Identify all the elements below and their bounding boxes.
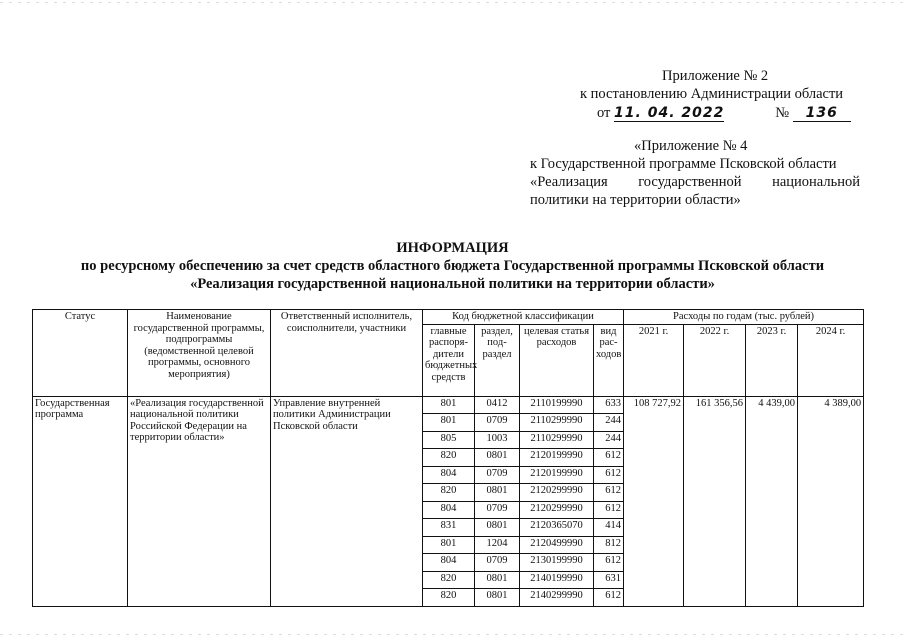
- cell-target: 2120299990: [520, 484, 594, 502]
- cell-section: 1003: [475, 431, 520, 449]
- cell-grbs: 820: [423, 484, 475, 502]
- expense-2024: 4 389,00: [798, 396, 864, 606]
- cell-target: 2110199990: [520, 396, 594, 414]
- cell-target: 2120199990: [520, 449, 594, 467]
- header-grbs: главные распоря-дители бюджетных средств: [423, 324, 475, 396]
- cell-target: 2140299990: [520, 589, 594, 607]
- header-executor: Ответственный исполнитель, соисполнители, участники: [271, 310, 423, 397]
- cell-section: 0801: [475, 589, 520, 607]
- resource-table: [32, 309, 864, 607]
- expense-2021: 108 727,92: [624, 396, 684, 606]
- cell-type: 244: [594, 414, 624, 432]
- cell-grbs: 801: [423, 536, 475, 554]
- cell-target: 2120299990: [520, 501, 594, 519]
- appendix4-line3: политики на территории области»: [530, 192, 741, 208]
- program-status: Государственная программа: [33, 396, 128, 606]
- appendix-to: к постановлению Администрации области: [580, 86, 844, 102]
- cell-section: 0801: [475, 571, 520, 589]
- cell-grbs: 820: [423, 589, 475, 607]
- scan-artifact-bottom: [0, 634, 905, 635]
- document-subheading-1: по ресурсному обеспечению за счет средств областного бюджета Государственной программы Псковской области: [80, 258, 825, 274]
- cell-section: 0709: [475, 501, 520, 519]
- cell-section: 1204: [475, 536, 520, 554]
- table-row: [33, 396, 864, 414]
- expense-2023: 4 439,00: [746, 396, 798, 606]
- appendix-title: Приложение № 2: [662, 68, 769, 84]
- document-subheading-2: «Реализация государственной национальной политики на территории области»: [190, 276, 715, 292]
- cell-type: 612: [594, 466, 624, 484]
- cell-section: 0801: [475, 484, 520, 502]
- cell-type: 612: [594, 484, 624, 502]
- cell-section: 0412: [475, 396, 520, 414]
- cell-type: 612: [594, 554, 624, 572]
- header-name: Наименование государственной программы, подпрограммы (ведомственной целевой программы, основного мероприятия): [128, 310, 271, 397]
- expense-2022: 161 356,56: [684, 396, 746, 606]
- cell-grbs: 804: [423, 501, 475, 519]
- cell-target: 2110299990: [520, 431, 594, 449]
- cell-section: 0801: [475, 519, 520, 537]
- cell-target: 2140199990: [520, 571, 594, 589]
- header-2021: 2021 г.: [624, 324, 684, 396]
- header-status: Статус: [33, 310, 128, 397]
- cell-section: 0709: [475, 414, 520, 432]
- cell-grbs: 820: [423, 571, 475, 589]
- cell-grbs: 801: [423, 414, 475, 432]
- date-value: 11. 04. 2022: [614, 105, 725, 121]
- cell-target: 2120199990: [520, 466, 594, 484]
- table-body: [33, 396, 864, 606]
- program-name: «Реализация государственной национальной политики Российской Федерации на территории области»: [128, 396, 271, 606]
- appendix4-title: «Приложение № 4: [634, 138, 748, 154]
- number-prefix: №: [775, 105, 790, 121]
- document-heading: ИНФОРМАЦИЯ: [396, 240, 509, 256]
- cell-target: 2120499990: [520, 536, 594, 554]
- cell-grbs: 804: [423, 554, 475, 572]
- cell-type: 414: [594, 519, 624, 537]
- cell-grbs: 820: [423, 449, 475, 467]
- header-expenses: Расходы по годам (тыс. рублей): [624, 310, 864, 325]
- cell-grbs: 801: [423, 396, 475, 414]
- cell-grbs: 831: [423, 519, 475, 537]
- appendix4-line2: «Реализация государственной национальной: [530, 174, 860, 190]
- date-prefix: от: [597, 105, 611, 121]
- header-2023: 2023 г.: [746, 324, 798, 396]
- header-budget-code: Код бюджетной классификации: [423, 310, 624, 325]
- cell-target: 2110299990: [520, 414, 594, 432]
- appendix4-line1: к Государственной программе Псковской области: [530, 156, 837, 172]
- cell-section: 0801: [475, 449, 520, 467]
- cell-type: 631: [594, 571, 624, 589]
- cell-type: 612: [594, 449, 624, 467]
- header-type: вид рас-ходов: [594, 324, 624, 396]
- cell-section: 0709: [475, 466, 520, 484]
- number-value: 136: [793, 105, 851, 122]
- scan-artifact-top: [0, 2, 905, 3]
- header-section: раздел, под-раздел: [475, 324, 520, 396]
- cell-type: 812: [594, 536, 624, 554]
- header-target: целевая статья расходов: [520, 324, 594, 396]
- header-2024: 2024 г.: [798, 324, 864, 396]
- date-line: [597, 104, 851, 122]
- cell-target: 2130199990: [520, 554, 594, 572]
- cell-type: 612: [594, 589, 624, 607]
- cell-grbs: 804: [423, 466, 475, 484]
- header-2022: 2022 г.: [684, 324, 746, 396]
- program-executor: Управление внутренней политики Администрации Псковской области: [271, 396, 423, 606]
- cell-target: 2120365070: [520, 519, 594, 537]
- cell-grbs: 805: [423, 431, 475, 449]
- cell-section: 0709: [475, 554, 520, 572]
- cell-type: 244: [594, 431, 624, 449]
- cell-type: 633: [594, 396, 624, 414]
- cell-type: 612: [594, 501, 624, 519]
